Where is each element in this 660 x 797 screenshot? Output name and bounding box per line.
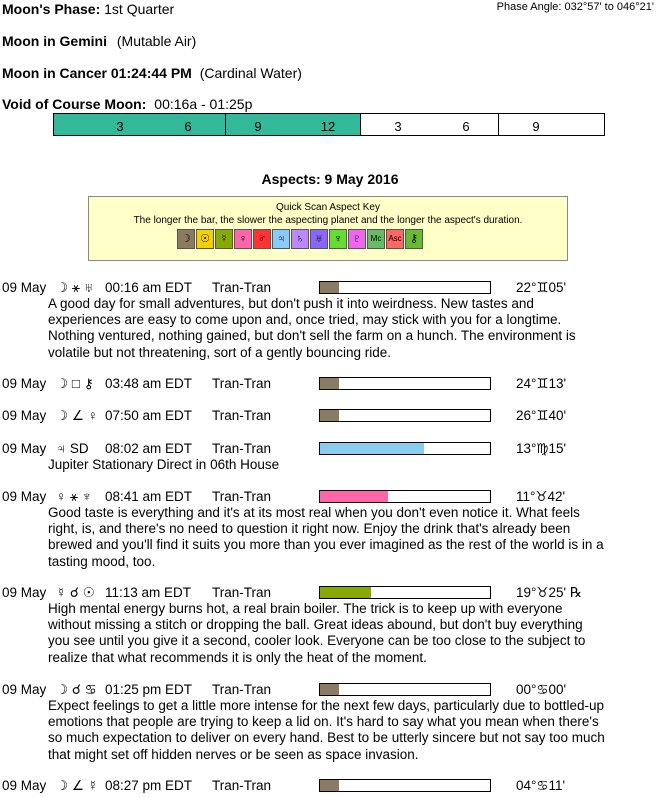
aspect-duration-bar [319,779,491,792]
moon-gemini-value: (Mutable Air) [116,33,197,49]
aspect-time: 11:13 am EDT [105,585,192,600]
aspect-date: 09 May [2,280,47,295]
moon-phase-label: Moon's Phase: [2,1,101,17]
aspect-position: 00°♋00' [516,682,567,697]
aspect-duration-fill [320,587,371,598]
aspect-time: 07:50 am EDT [105,408,193,423]
aspect-duration-bar [319,683,491,696]
aspect-description-line: Expect feelings to get a little more intense for the next few days, particularly due to bottled-up [48,698,605,713]
aspects-title: Aspects: 9 May 2016 [261,171,399,187]
planet-chip: ♆ [329,229,347,249]
aspect-time: 03:48 am EDT [105,376,193,391]
moon-cancer-label: Moon in Cancer 01:24:44 PM [2,65,192,81]
aspect-glyphs: ☿ ☌ ☉ [56,585,95,600]
aspect-duration-bar [319,586,491,599]
aspect-description-line: Good taste is everything and it's at its most real when you don't even notice it. What feels [48,505,580,520]
aspect-glyphs: ☽ ∠ ☿ [56,778,98,793]
aspect-type: Tran-Tran [212,408,272,423]
aspect-duration-fill [320,378,339,389]
aspect-time: 08:02 am EDT [105,441,193,456]
aspect-position: 24°♊13' [516,376,567,391]
aspect-time: 01:25 pm EDT [105,682,193,697]
void-bar-tick: 9 [254,119,262,134]
aspect-date: 09 May [2,441,47,456]
aspect-type: Tran-Tran [212,682,272,697]
quick-scan-key [88,196,568,261]
aspect-type: Tran-Tran [212,585,272,600]
aspect-description-line: right, is, and there's no need to question it right now. Enjoy the drink that's already been [48,521,571,537]
aspect-description-line: Jupiter Stationary Direct in 06th House [48,457,280,472]
aspect-duration-fill [320,282,339,293]
void-value: 00:16a - 01:25p [154,96,253,112]
moon-phase-row [2,1,174,17]
planet-chip: ♇ [348,229,366,249]
aspect-position: 04°♋11' [516,778,566,793]
aspect-duration-bar [319,490,491,503]
aspect-duration-bar [319,409,491,422]
planet-chip: Asc [386,229,404,249]
planet-chip: ♅ [310,229,328,249]
aspect-time: 08:27 pm EDT [105,778,193,793]
aspect-position: 11°♉42' [516,489,566,504]
aspect-description [48,296,653,361]
aspect-date: 09 May [2,489,47,504]
aspect-description-line: so much expectation to deliver on every hand. Best to be utterly sincere but not say too much [48,730,605,746]
aspect-date: 09 May [2,376,47,391]
aspect-row [0,489,660,505]
key-title: Quick Scan Aspect Key [276,202,380,213]
planet-chip: ♂ [253,229,271,249]
void-bar-tick: 12 [320,119,336,134]
aspect-description-line: tasting mood, too. [48,553,156,569]
aspect-glyphs: ☽ ☌ ♋ [56,682,97,697]
aspect-glyphs: ☽ ⚹ ♅ [56,280,94,295]
aspect-row [0,408,660,424]
aspect-description-line: A good day for small adventures, but don't push it into weirdness. New tastes and [48,296,534,311]
aspect-glyphs: ♀ ⚹ ♆ [56,489,92,504]
aspect-description [48,505,653,570]
aspect-glyphs: ☽ ∠ ♀ [56,408,98,423]
aspect-time: 08:41 am EDT [105,489,193,504]
aspect-time: 00:16 am EDT [105,280,193,295]
aspect-glyphs: ♃ SD [56,441,89,456]
moon-gemini-label: Moon in Gemini [2,33,107,49]
aspect-duration-fill [320,684,339,695]
aspect-duration-fill [320,491,388,502]
void-of-course-bar [53,113,605,136]
aspect-row [0,778,660,794]
aspect-type: Tran-Tran [212,441,272,456]
void-bar-divider [498,114,499,135]
aspect-duration-fill [320,443,424,454]
aspect-date: 09 May [2,778,47,793]
void-of-course-row [2,96,252,112]
aspect-type: Tran-Tran [212,489,272,504]
moon-cancer-value: (Cardinal Water) [199,65,302,81]
planet-chips [177,229,423,249]
aspect-row [0,376,660,392]
moon-gemini-row [2,33,196,49]
aspect-description-line: that might set off hidden nerves or be seen as space invasion. [48,746,419,762]
aspect-description-line: realize that what recommends it is only the heat of the moment. [48,649,427,665]
void-bar-fill [54,114,361,135]
aspect-date: 09 May [2,585,47,600]
aspect-description [48,698,653,763]
aspect-description-line: brewed and you'll find it suits you more than you ever imagined as the rest of the world is in a [48,537,604,553]
moon-cancer-row [2,65,302,81]
planet-chip: ♀ [234,229,252,249]
void-bar-tick: 3 [116,119,124,134]
planet-chip: Mc [367,229,385,249]
key-description: The longer the bar, the slower the aspecting planet and the longer the aspect's duration. [133,215,523,226]
aspect-glyphs: ☽ □ ⚷ [56,376,94,391]
void-bar-tick: 9 [532,119,540,134]
aspect-row [0,280,660,296]
void-bar-divider [225,114,226,135]
aspect-duration-bar [319,442,491,455]
aspect-duration-fill [320,780,339,791]
void-bar-tick: 6 [184,119,192,134]
aspect-description-line: you see until you give it a second, cooler look. Everyone can be too close to the subject to [48,633,586,649]
aspect-row [0,441,660,457]
aspect-position: 13°♍15' [516,441,567,456]
aspect-position: 22°♊05' [516,280,567,295]
aspect-description-line: High mental energy burns hot, a real brain boiler. The trick is to keep up with everyone [48,601,563,616]
aspect-description-line: emotions that people are trying to keep a lid on. It's hard to say what you mean when there's [48,714,599,730]
void-label: Void of Course Moon: [2,96,147,112]
planet-chip: ☉ [196,229,214,249]
aspect-position: 19°♉25' ℞ [516,585,582,600]
aspect-duration-bar [319,281,491,294]
aspect-description [48,601,653,666]
void-bar-divider [360,114,361,135]
aspect-position: 26°♊40' [516,408,567,423]
planet-chip: ♄ [291,229,309,249]
planet-chip: ☽ [177,229,195,249]
aspect-row [0,585,660,601]
aspect-type: Tran-Tran [212,280,272,295]
planet-chip: ⚷ [405,229,423,249]
aspect-duration-bar [319,377,491,390]
phase-angle: Phase Angle: 032°57' to 046°21' [496,1,654,13]
aspect-date: 09 May [2,682,47,697]
aspect-row [0,682,660,698]
aspect-description [48,457,653,473]
aspect-description-line: experiences are easy to come upon and, once tried, may stick with you for a longtime. [48,312,562,328]
aspect-description-line: volatile but not threatening, sort of a gently bouncing ride. [48,344,391,360]
moon-phase-value: 1st Quarter [104,1,175,17]
aspect-duration-fill [320,410,339,421]
aspect-date: 09 May [2,408,47,423]
aspect-description-line: Nothing ventured, nothing gained, but don't sell the farm on a hunch. The environment is [48,328,576,344]
planet-chip: ☿ [215,229,233,249]
void-bar-tick: 6 [462,119,470,134]
aspect-type: Tran-Tran [212,376,272,391]
aspect-type: Tran-Tran [212,778,272,793]
planet-chip: ♃ [272,229,290,249]
aspect-description-line: without missing a stitch or dropping the ball. Great ideas abound, but don't buy everything [48,617,583,633]
void-bar-tick: 3 [394,119,402,134]
